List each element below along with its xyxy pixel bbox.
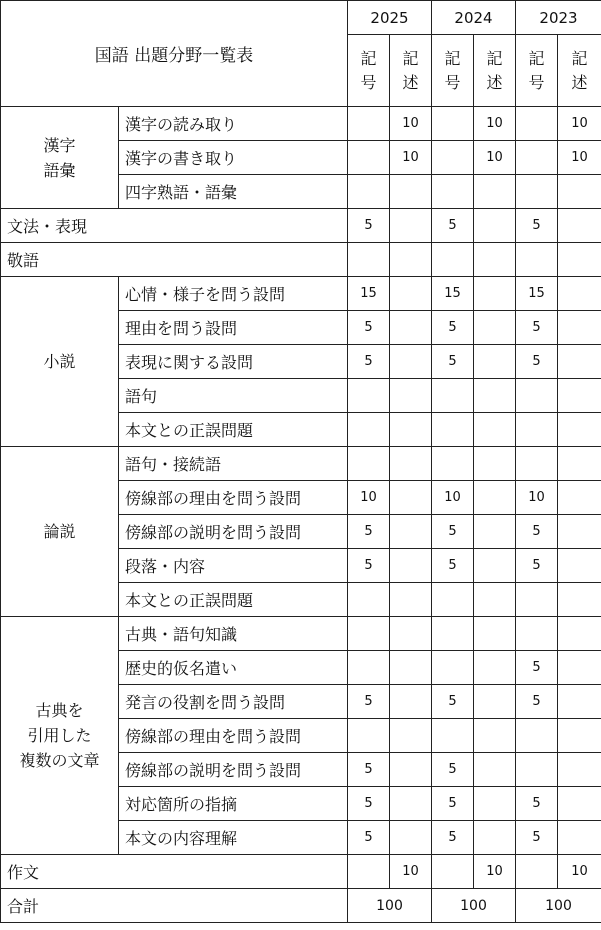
- topic-label: 古典・語句知識: [119, 617, 348, 651]
- score-cell: [474, 685, 516, 719]
- category-label: 小説: [1, 277, 119, 447]
- score-cell: 5: [516, 787, 558, 821]
- score-cell: [516, 583, 558, 617]
- score-cell: [558, 175, 601, 209]
- score-cell: [390, 209, 432, 243]
- topic-label: 理由を問う設問: [119, 311, 348, 345]
- score-cell: [390, 515, 432, 549]
- table-row: [1, 855, 601, 889]
- score-cell: 5: [432, 345, 474, 379]
- score-cell: [516, 175, 558, 209]
- score-cell: [348, 651, 390, 685]
- kigo-text: 記号: [528, 48, 545, 92]
- score-cell: 5: [348, 311, 390, 345]
- total-2025: 100: [348, 889, 432, 923]
- score-cell: [390, 311, 432, 345]
- score-cell: [558, 413, 601, 447]
- topic-label: 語句・接続語: [119, 447, 348, 481]
- score-cell: [516, 243, 558, 277]
- category-label: 古典を 引用した 複数の文章: [1, 617, 119, 855]
- score-cell: 5: [432, 787, 474, 821]
- year-header-2024: 2024: [432, 1, 516, 35]
- score-cell: 10: [474, 107, 516, 141]
- topic-label: 表現に関する設問: [119, 345, 348, 379]
- score-cell: [348, 243, 390, 277]
- score-cell: [390, 753, 432, 787]
- score-cell: [474, 209, 516, 243]
- topic-label: 段落・内容: [119, 549, 348, 583]
- score-cell: [558, 753, 601, 787]
- score-cell: 10: [474, 855, 516, 889]
- score-cell: [348, 447, 390, 481]
- score-cell: 5: [516, 515, 558, 549]
- score-cell: [348, 855, 390, 889]
- score-cell: 5: [516, 549, 558, 583]
- score-cell: [516, 753, 558, 787]
- score-cell: 10: [474, 141, 516, 175]
- score-cell: [390, 685, 432, 719]
- score-cell: 5: [516, 345, 558, 379]
- score-cell: 5: [432, 821, 474, 855]
- score-cell: [390, 379, 432, 413]
- score-cell: [348, 379, 390, 413]
- score-cell: 10: [432, 481, 474, 515]
- score-cell: 10: [390, 107, 432, 141]
- kigo-header: [348, 35, 390, 107]
- score-cell: [432, 583, 474, 617]
- topic-label: 本文との正誤問題: [119, 583, 348, 617]
- score-cell: [558, 311, 601, 345]
- score-cell: [390, 549, 432, 583]
- score-cell: [348, 617, 390, 651]
- score-cell: [558, 345, 601, 379]
- table-row: [1, 107, 601, 141]
- topic-label: 傍線部の説明を問う設問: [119, 753, 348, 787]
- score-cell: [474, 787, 516, 821]
- topic-label: 漢字の読み取り: [119, 107, 348, 141]
- score-cell: [474, 719, 516, 753]
- score-cell: [390, 175, 432, 209]
- score-cell: [474, 821, 516, 855]
- score-cell: [474, 311, 516, 345]
- score-cell: [558, 447, 601, 481]
- score-cell: [558, 209, 601, 243]
- kigo-text: 記号: [444, 48, 461, 92]
- score-cell: [432, 175, 474, 209]
- topic-label: 傍線部の説明を問う設問: [119, 515, 348, 549]
- score-cell: [432, 379, 474, 413]
- year-header-2023: 2023: [516, 1, 601, 35]
- score-cell: 15: [432, 277, 474, 311]
- score-cell: [432, 617, 474, 651]
- topic-label: 語句: [119, 379, 348, 413]
- score-cell: 5: [348, 821, 390, 855]
- score-cell: 5: [432, 209, 474, 243]
- score-cell: [474, 753, 516, 787]
- score-cell: [558, 481, 601, 515]
- score-cell: [348, 107, 390, 141]
- score-cell: 5: [432, 311, 474, 345]
- score-cell: [558, 379, 601, 413]
- score-cell: [432, 413, 474, 447]
- topic-label: 発言の役割を問う設問: [119, 685, 348, 719]
- score-cell: [390, 583, 432, 617]
- score-cell: [474, 379, 516, 413]
- score-cell: 5: [348, 549, 390, 583]
- score-cell: 5: [516, 209, 558, 243]
- score-cell: [474, 583, 516, 617]
- score-cell: [558, 515, 601, 549]
- topic-label: 漢字の書き取り: [119, 141, 348, 175]
- score-cell: 5: [516, 311, 558, 345]
- score-cell: [558, 277, 601, 311]
- score-cell: 5: [348, 209, 390, 243]
- score-cell: [390, 481, 432, 515]
- topic-label: 対応箇所の指摘: [119, 787, 348, 821]
- score-cell: [390, 651, 432, 685]
- score-cell: [558, 685, 601, 719]
- score-cell: 5: [348, 787, 390, 821]
- score-cell: [516, 617, 558, 651]
- score-cell: [558, 787, 601, 821]
- table-body: [1, 107, 601, 889]
- score-cell: [558, 583, 601, 617]
- kijutsu-text: 記述: [571, 48, 588, 92]
- score-cell: [516, 107, 558, 141]
- score-cell: 10: [390, 141, 432, 175]
- table-row: [1, 209, 601, 243]
- table-row: [1, 617, 601, 651]
- score-cell: [348, 719, 390, 753]
- score-cell: [348, 583, 390, 617]
- score-cell: [516, 413, 558, 447]
- score-cell: [558, 243, 601, 277]
- topic-label: 心情・様子を問う設問: [119, 277, 348, 311]
- score-cell: 10: [558, 107, 601, 141]
- score-cell: [558, 549, 601, 583]
- score-cell: [474, 345, 516, 379]
- score-cell: [390, 787, 432, 821]
- kijutsu-header: [474, 35, 516, 107]
- score-cell: [432, 855, 474, 889]
- section-label: 文法・表現: [1, 209, 348, 243]
- topic-label: 傍線部の理由を問う設問: [119, 481, 348, 515]
- score-cell: [432, 651, 474, 685]
- kijutsu-text: 記述: [486, 48, 503, 92]
- score-cell: 5: [348, 345, 390, 379]
- score-cell: [474, 515, 516, 549]
- score-cell: 10: [558, 141, 601, 175]
- score-cell: [474, 549, 516, 583]
- score-cell: [348, 141, 390, 175]
- score-cell: 10: [390, 855, 432, 889]
- kijutsu-header: [390, 35, 432, 107]
- section-label: 作文: [1, 855, 348, 889]
- kijutsu-text: 記述: [402, 48, 419, 92]
- score-cell: [474, 243, 516, 277]
- topic-label: 歴史的仮名遣い: [119, 651, 348, 685]
- score-cell: [348, 413, 390, 447]
- category-label: 漢字 語彙: [1, 107, 119, 209]
- total-2023: 100: [516, 889, 601, 923]
- kigo-header: [516, 35, 558, 107]
- score-cell: [432, 719, 474, 753]
- score-cell: [516, 855, 558, 889]
- score-cell: 5: [432, 549, 474, 583]
- score-cell: [558, 719, 601, 753]
- score-cell: [474, 277, 516, 311]
- topic-label: 傍線部の理由を問う設問: [119, 719, 348, 753]
- score-cell: [474, 447, 516, 481]
- score-cell: 15: [516, 277, 558, 311]
- score-cell: [516, 141, 558, 175]
- score-cell: [390, 719, 432, 753]
- section-label: 敬語: [1, 243, 348, 277]
- score-cell: 10: [558, 855, 601, 889]
- total-label: 合計: [1, 889, 348, 923]
- score-cell: 5: [348, 515, 390, 549]
- score-cell: [432, 447, 474, 481]
- score-cell: [474, 617, 516, 651]
- score-cell: 5: [348, 753, 390, 787]
- score-cell: 5: [348, 685, 390, 719]
- score-cell: [390, 345, 432, 379]
- score-cell: [390, 277, 432, 311]
- score-cell: [432, 141, 474, 175]
- topic-label: 四字熟語・語彙: [119, 175, 348, 209]
- year-header-2025: 2025: [348, 1, 432, 35]
- score-cell: 5: [432, 753, 474, 787]
- score-cell: 5: [516, 821, 558, 855]
- topic-label: 本文との正誤問題: [119, 413, 348, 447]
- score-cell: [516, 719, 558, 753]
- score-cell: [390, 617, 432, 651]
- score-cell: [474, 175, 516, 209]
- score-cell: [516, 447, 558, 481]
- score-cell: [558, 617, 601, 651]
- score-cell: 10: [348, 481, 390, 515]
- score-cell: 5: [516, 685, 558, 719]
- score-cell: [432, 107, 474, 141]
- kigo-text: 記号: [360, 48, 377, 92]
- topic-label: 本文の内容理解: [119, 821, 348, 855]
- kijutsu-header: [558, 35, 601, 107]
- table-row: [1, 447, 601, 481]
- score-cell: [474, 413, 516, 447]
- score-cell: [474, 651, 516, 685]
- total-2024: 100: [432, 889, 516, 923]
- score-cell: [348, 175, 390, 209]
- score-cell: 5: [516, 651, 558, 685]
- category-label: 論説: [1, 447, 119, 617]
- table-row: [1, 277, 601, 311]
- table-row: [1, 243, 601, 277]
- score-cell: 5: [432, 685, 474, 719]
- table-title: 国語 出題分野一覧表: [1, 1, 348, 107]
- kigo-header: [432, 35, 474, 107]
- score-cell: [390, 821, 432, 855]
- score-cell: [390, 413, 432, 447]
- score-cell: [516, 379, 558, 413]
- score-cell: [474, 481, 516, 515]
- score-cell: [432, 243, 474, 277]
- score-cell: [558, 651, 601, 685]
- score-cell: 15: [348, 277, 390, 311]
- score-cell: 5: [432, 515, 474, 549]
- score-cell: [390, 447, 432, 481]
- score-cell: [558, 821, 601, 855]
- score-cell: 10: [516, 481, 558, 515]
- score-cell: [390, 243, 432, 277]
